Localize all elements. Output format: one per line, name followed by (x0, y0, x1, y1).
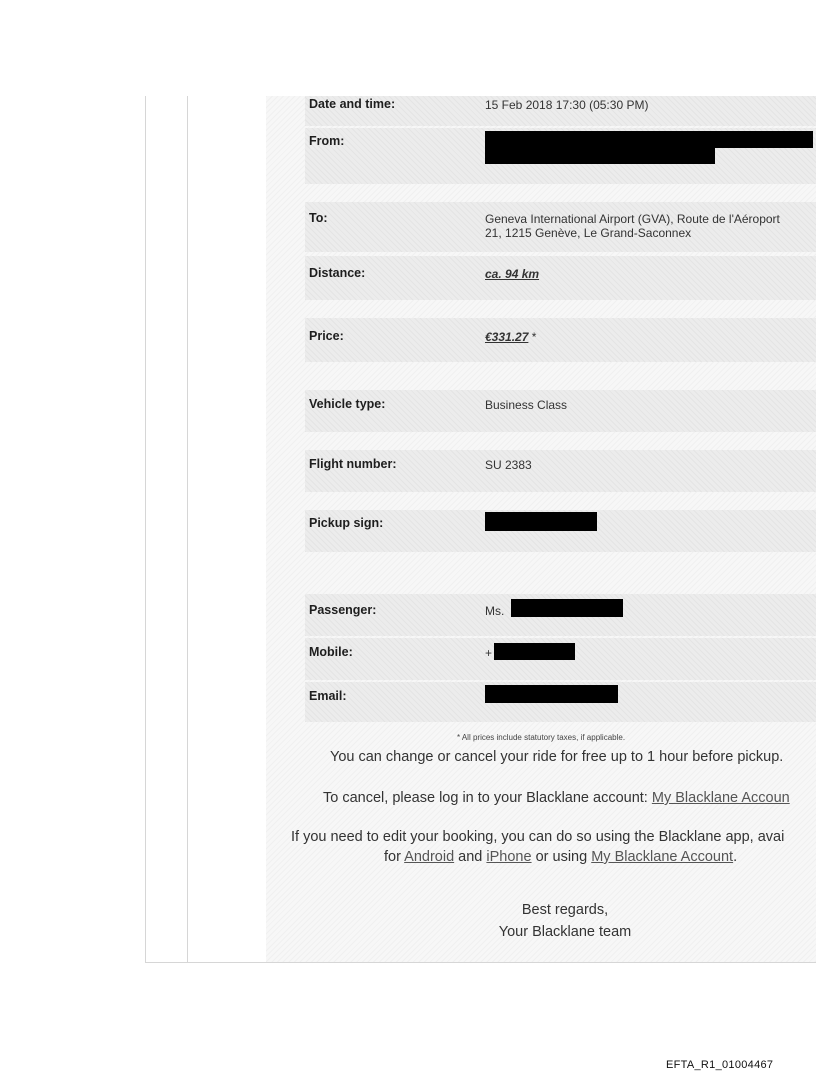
regards-text: Best regards, (521, 902, 609, 918)
team-text: Your Blacklane team (498, 924, 632, 940)
to-value-line2: 21, 1215 Genève, Le Grand-Saconnex (485, 226, 692, 240)
to-value-line1: Geneva International Airport (GVA), Route de l'Aéroport (485, 212, 780, 226)
date-label: Date and time: (309, 97, 396, 111)
vehicle-value: Business Class (485, 398, 568, 412)
cancel-text: To cancel, please log in to your Blacklane account: (323, 790, 648, 806)
passenger-prefix: Ms. (485, 604, 505, 618)
flight-label: Flight number: (309, 457, 397, 471)
date-value: 15 Feb 2018 17:30 (05:30 PM) (485, 98, 649, 112)
passenger-label: Passenger: (309, 603, 377, 617)
price-label: Price: (309, 329, 344, 343)
or-using-text: or using (535, 849, 588, 865)
price-value-wrap (485, 330, 536, 344)
vehicle-label: Vehicle type: (309, 397, 386, 411)
email-label: Email: (309, 689, 347, 703)
iphone-link[interactable]: iPhone (486, 849, 532, 865)
period-text: . (733, 849, 738, 865)
my-account-link[interactable]: My Blacklane Accoun (651, 790, 790, 806)
passenger-redaction (511, 599, 623, 617)
for-text: for (384, 849, 401, 865)
sign-redaction (485, 512, 597, 531)
edit-message-line2 (384, 849, 737, 865)
frame-divider (187, 96, 188, 962)
mobile-label: Mobile: (309, 645, 353, 659)
row-distance (305, 256, 816, 300)
to-label: To: (309, 211, 328, 225)
mobile-prefix: + (485, 646, 493, 660)
distance-label: Distance: (309, 266, 366, 280)
change-message: You can change or cancel your ride for free up to 1 hour before pickup. (330, 749, 784, 765)
row-price (305, 318, 816, 362)
from-label: From: (309, 134, 345, 148)
from-redaction (485, 131, 813, 148)
tax-note: * All prices include statutory taxes, if applicable. (456, 733, 626, 742)
from-redaction-2 (485, 148, 715, 164)
distance-value[interactable]: ca. 94 km (485, 267, 540, 281)
account-link[interactable]: My Blacklane Account (591, 849, 734, 865)
flight-value: SU 2383 (485, 458, 532, 472)
cancel-message (323, 790, 790, 806)
mobile-redaction (494, 643, 575, 660)
and-text: and (458, 849, 483, 865)
android-link[interactable]: Android (404, 849, 455, 865)
sign-label: Pickup sign: (309, 516, 384, 530)
price-value[interactable]: €331.27 (485, 330, 529, 344)
price-asterisk: * (528, 330, 537, 344)
document-id: EFTA_R1_01004467 (666, 1059, 774, 1071)
email-redaction (485, 685, 618, 703)
edit-message: If you need to edit your booking, you can do so using the Blacklane app, avai (291, 829, 785, 845)
